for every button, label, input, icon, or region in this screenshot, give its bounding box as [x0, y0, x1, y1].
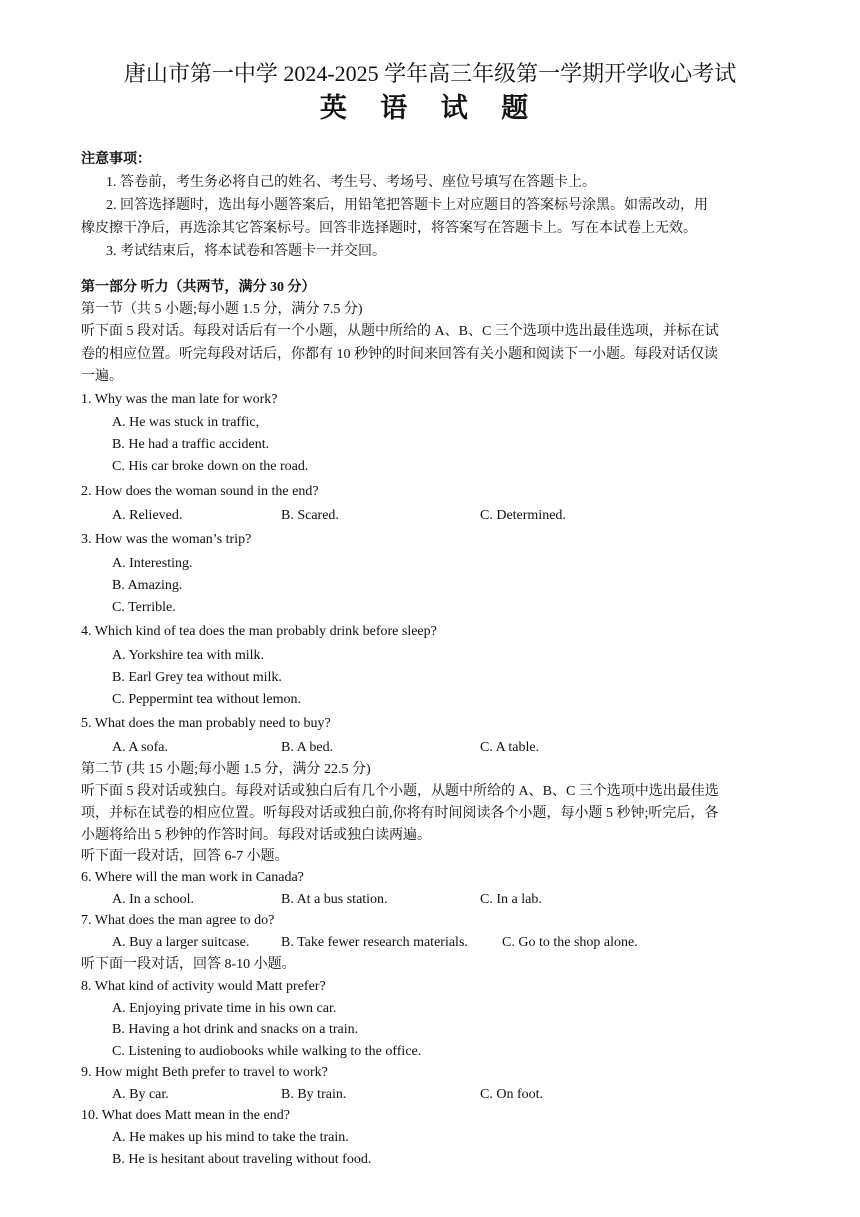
option: A. In a school.	[112, 892, 195, 907]
question-5: 5. What does the man probably need to buy?	[81, 716, 331, 731]
section1-instructions: 卷的相应位置。听完每段对话后，你都有 10 秒钟的时间来回答有关小题和阅读下一小题。每段对话仅读	[81, 347, 718, 362]
option: A. Interesting.	[112, 556, 193, 571]
question-10: 10. What does Matt mean in the end?	[81, 1108, 290, 1123]
section2-instructions: 小题将给出 5 秒钟的作答时间。每段对话或独白读两遍。	[81, 828, 431, 843]
option: C. Peppermint tea without lemon.	[112, 692, 301, 707]
notice-line: 3. 考试结束后，将本试卷和答题卡一并交回。	[106, 244, 386, 259]
group-instruction-8-10: 听下面一段对话，回答 8-10 小题。	[81, 957, 296, 972]
option: C. In a lab.	[480, 892, 542, 907]
question-7: 7. What does the man agree to do?	[81, 913, 275, 928]
option: A. He was stuck in traffic,	[112, 415, 260, 430]
option: C. Go to the shop alone.	[502, 935, 638, 950]
option: C. On foot.	[480, 1087, 543, 1102]
option: C. Listening to audiobooks while walking to the office.	[112, 1044, 422, 1059]
exam-title: 唐山市第一中学 2024-2025 学年高三年级第一学期开学收心考试	[123, 61, 737, 86]
notice-line: 2. 回答选择题时，选出每小题答案后，用铅笔把答题卡上对应题目的答案标号涂黑。如需改动，用	[106, 198, 708, 213]
exam-subtitle: 英 语 试 题	[319, 93, 541, 124]
group-instruction-6-7: 听下面一段对话，回答 6-7 小题。	[81, 849, 289, 864]
option: C. Terrible.	[112, 600, 176, 615]
question-3: 3. How was the woman’s trip?	[81, 532, 252, 547]
option: C. A table.	[480, 740, 540, 755]
option: B. Scared.	[281, 508, 339, 523]
option: B. At a bus station.	[281, 892, 388, 907]
part1-heading: 第一部分 听力（共两节，满分 30 分）	[81, 280, 316, 295]
option: C. His car broke down on the road.	[112, 459, 309, 474]
option: A. He makes up his mind to take the train.	[112, 1130, 349, 1145]
option: A. Buy a larger suitcase.	[112, 935, 250, 950]
option: B. Having a hot drink and snacks on a train.	[112, 1022, 359, 1037]
question-9: 9. How might Beth prefer to travel to work?	[81, 1065, 328, 1080]
option: B. Earl Grey tea without milk.	[112, 670, 282, 685]
notice-heading: 注意事项：	[81, 152, 151, 167]
option: B. Amazing.	[112, 578, 183, 593]
option: B. He had a traffic accident.	[112, 437, 270, 452]
option: B. By train.	[281, 1087, 347, 1102]
section2-heading: 第二节 (共 15 小题;每小题 1.5 分，满分 22.5 分)	[81, 762, 371, 777]
section2-instructions: 项，并标在试卷的相应位置。听每段对话或独白前,你将有时间阅读各个小题，每小题 5 秒钟;听完后，各	[81, 806, 719, 821]
option: B. He is hesitant about traveling without food.	[112, 1152, 372, 1167]
option: A. By car.	[112, 1087, 169, 1102]
option: A. A sofa.	[112, 740, 168, 755]
section1-instructions: 听下面 5 段对话。每段对话后有一个小题，从题中所给的 A、B、C 三个选项中选出最佳选项，并标在试	[81, 324, 719, 339]
question-8: 8. What kind of activity would Matt prefer?	[81, 979, 326, 994]
notice-line: 橡皮擦干净后，再选涂其它答案标号。回答非选择题时，将答案写在答题卡上。写在本试卷上无效。	[81, 221, 697, 236]
question-1: 1. Why was the man late for work?	[81, 392, 278, 407]
option: B. A bed.	[281, 740, 334, 755]
option: C. Determined.	[480, 508, 566, 523]
section1-instructions: 一遍。	[81, 369, 123, 384]
option: B. Take fewer research materials.	[281, 935, 468, 950]
option: A. Relieved.	[112, 508, 183, 523]
question-4: 4. Which kind of tea does the man probably drink before sleep?	[81, 624, 437, 639]
section1-heading: 第一节（共 5 小题;每小题 1.5 分，满分 7.5 分)	[81, 302, 363, 317]
question-2: 2. How does the woman sound in the end?	[81, 484, 319, 499]
option: A. Enjoying private time in his own car.	[112, 1001, 337, 1016]
notice-line: 1. 答卷前，考生务必将自己的姓名、考生号、考场号、座位号填写在答题卡上。	[106, 175, 596, 190]
section2-instructions: 听下面 5 段对话或独白。每段对话或独白后有几个小题，从题中所给的 A、B、C 三个选项中选出最佳选	[81, 784, 719, 799]
question-6: 6. Where will the man work in Canada?	[81, 870, 304, 885]
option: A. Yorkshire tea with milk.	[112, 648, 265, 663]
